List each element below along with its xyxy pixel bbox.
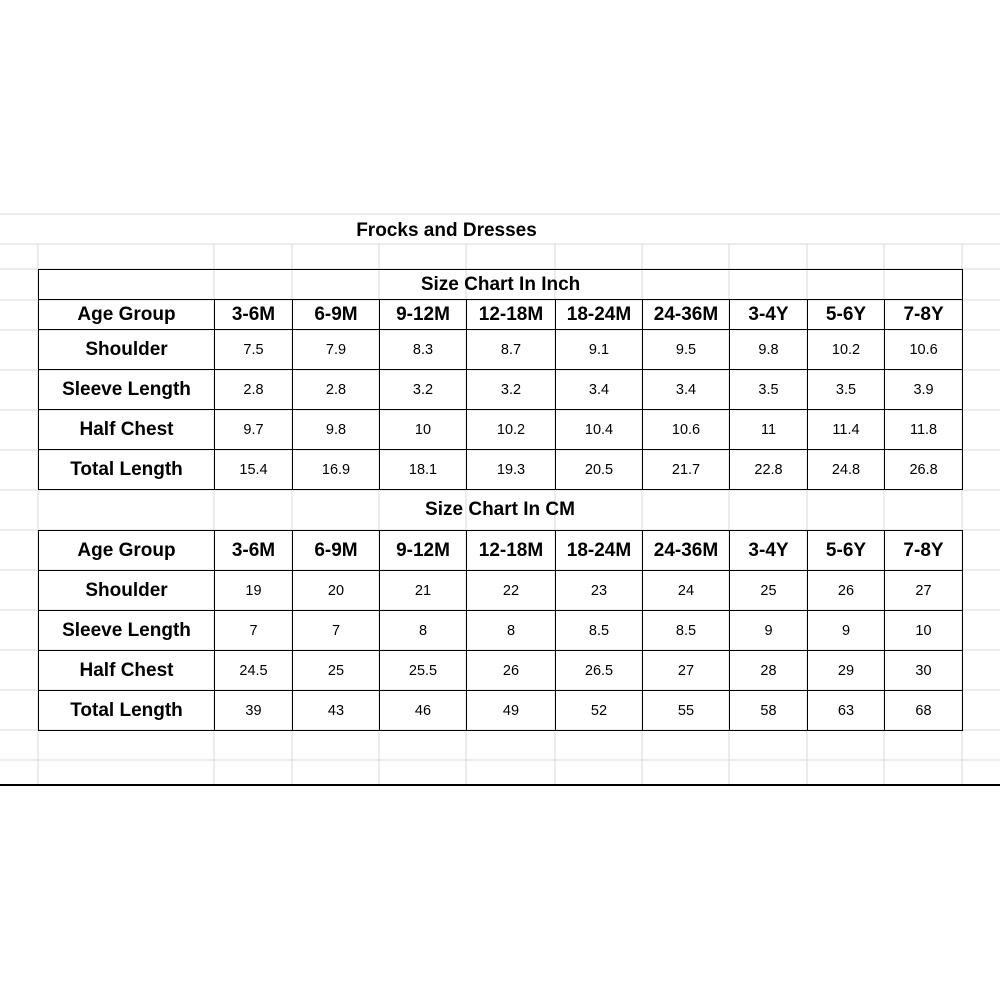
- header-cell: 3-4Y: [730, 531, 808, 571]
- header-cell: 3-6M: [215, 300, 293, 330]
- value-cell: 52: [556, 691, 643, 731]
- value-cell: 68: [885, 691, 963, 731]
- table-row: [39, 370, 963, 410]
- value-cell: 9: [808, 611, 885, 651]
- header-cell: 12-18M: [467, 300, 556, 330]
- table-row: [39, 571, 963, 611]
- value-cell: 2.8: [215, 370, 293, 410]
- value-cell: 10: [380, 410, 467, 450]
- value-cell: 22: [467, 571, 556, 611]
- value-cell: 8: [467, 611, 556, 651]
- value-cell: 63: [808, 691, 885, 731]
- value-cell: 10.2: [467, 410, 556, 450]
- value-cell: 23: [556, 571, 643, 611]
- row-label: Sleeve Length: [39, 611, 215, 651]
- table-row: [39, 651, 963, 691]
- row-label: Half Chest: [39, 410, 215, 450]
- value-cell: 3.4: [556, 370, 643, 410]
- header-cell: 3-4Y: [730, 300, 808, 330]
- header-cell: 7-8Y: [885, 531, 963, 571]
- value-cell: 7.5: [215, 330, 293, 370]
- value-cell: 10: [885, 611, 963, 651]
- header-cell: 9-12M: [380, 531, 467, 571]
- row-label: Sleeve Length: [39, 370, 215, 410]
- value-cell: 8.5: [556, 611, 643, 651]
- value-cell: 9.8: [730, 330, 808, 370]
- value-cell: 26.8: [885, 450, 963, 490]
- value-cell: 7.9: [293, 330, 380, 370]
- table-row: [39, 330, 963, 370]
- value-cell: 58: [730, 691, 808, 731]
- header-cell: 18-24M: [556, 300, 643, 330]
- header-cell: 24-36M: [643, 300, 730, 330]
- value-cell: 39: [215, 691, 293, 731]
- value-cell: 8.3: [380, 330, 467, 370]
- header-cell: Age Group: [39, 531, 215, 571]
- header-cell: 6-9M: [293, 300, 380, 330]
- value-cell: 24.8: [808, 450, 885, 490]
- value-cell: 21: [380, 571, 467, 611]
- header-cell: 5-6Y: [808, 531, 885, 571]
- value-cell: 10.6: [643, 410, 730, 450]
- value-cell: 9.8: [293, 410, 380, 450]
- value-cell: 26: [467, 651, 556, 691]
- header-cell: 24-36M: [643, 531, 730, 571]
- value-cell: 11.4: [808, 410, 885, 450]
- value-cell: 9.1: [556, 330, 643, 370]
- value-cell: 21.7: [643, 450, 730, 490]
- value-cell: 25: [730, 571, 808, 611]
- value-cell: 9.5: [643, 330, 730, 370]
- header-cell: 12-18M: [467, 531, 556, 571]
- value-cell: 20.5: [556, 450, 643, 490]
- value-cell: 24.5: [215, 651, 293, 691]
- value-cell: 20: [293, 571, 380, 611]
- table-row: [39, 691, 963, 731]
- value-cell: 22.8: [730, 450, 808, 490]
- value-cell: 11: [730, 410, 808, 450]
- value-cell: 3.9: [885, 370, 963, 410]
- value-cell: 29: [808, 651, 885, 691]
- value-cell: 25.5: [380, 651, 467, 691]
- value-cell: 7: [215, 611, 293, 651]
- value-cell: 25: [293, 651, 380, 691]
- value-cell: 43: [293, 691, 380, 731]
- inch-chart-caption: Size Chart In Inch: [39, 270, 963, 300]
- value-cell: 9.7: [215, 410, 293, 450]
- header-cell: 3-6M: [215, 531, 293, 571]
- cm-chart-caption: Size Chart In CM: [425, 499, 575, 520]
- header-cell: 9-12M: [380, 300, 467, 330]
- value-cell: 3.4: [643, 370, 730, 410]
- value-cell: 16.9: [293, 450, 380, 490]
- row-label: Shoulder: [39, 330, 215, 370]
- value-cell: 15.4: [215, 450, 293, 490]
- value-cell: 19: [215, 571, 293, 611]
- value-cell: 10.4: [556, 410, 643, 450]
- bottom-border-line: [0, 784, 1000, 786]
- inch-header-row: [39, 300, 963, 330]
- header-cell: 7-8Y: [885, 300, 963, 330]
- value-cell: 8.5: [643, 611, 730, 651]
- header-cell: 6-9M: [293, 531, 380, 571]
- header-cell: 5-6Y: [808, 300, 885, 330]
- value-cell: 11.8: [885, 410, 963, 450]
- row-label: Half Chest: [39, 651, 215, 691]
- value-cell: 8: [380, 611, 467, 651]
- value-cell: 27: [885, 571, 963, 611]
- value-cell: 3.5: [730, 370, 808, 410]
- cm-size-table: [38, 530, 963, 731]
- value-cell: 55: [643, 691, 730, 731]
- table-row: [39, 450, 963, 490]
- value-cell: 3.2: [467, 370, 556, 410]
- table-row: [39, 611, 963, 651]
- value-cell: 24: [643, 571, 730, 611]
- value-cell: 8.7: [467, 330, 556, 370]
- value-cell: 30: [885, 651, 963, 691]
- value-cell: 27: [643, 651, 730, 691]
- value-cell: 18.1: [380, 450, 467, 490]
- value-cell: 19.3: [467, 450, 556, 490]
- value-cell: 9: [730, 611, 808, 651]
- value-cell: 7: [293, 611, 380, 651]
- value-cell: 26.5: [556, 651, 643, 691]
- value-cell: 49: [467, 691, 556, 731]
- value-cell: 46: [380, 691, 467, 731]
- value-cell: 26: [808, 571, 885, 611]
- row-label: Total Length: [39, 691, 215, 731]
- table-row: [39, 410, 963, 450]
- header-cell: Age Group: [39, 300, 215, 330]
- value-cell: 3.5: [808, 370, 885, 410]
- value-cell: 10.6: [885, 330, 963, 370]
- row-label: Total Length: [39, 450, 215, 490]
- inch-size-table: [38, 269, 963, 490]
- value-cell: 2.8: [293, 370, 380, 410]
- row-label: Shoulder: [39, 571, 215, 611]
- sheet-title: Frocks and Dresses: [356, 220, 537, 241]
- cm-header-row: [39, 531, 963, 571]
- value-cell: 28: [730, 651, 808, 691]
- value-cell: 10.2: [808, 330, 885, 370]
- value-cell: 3.2: [380, 370, 467, 410]
- header-cell: 18-24M: [556, 531, 643, 571]
